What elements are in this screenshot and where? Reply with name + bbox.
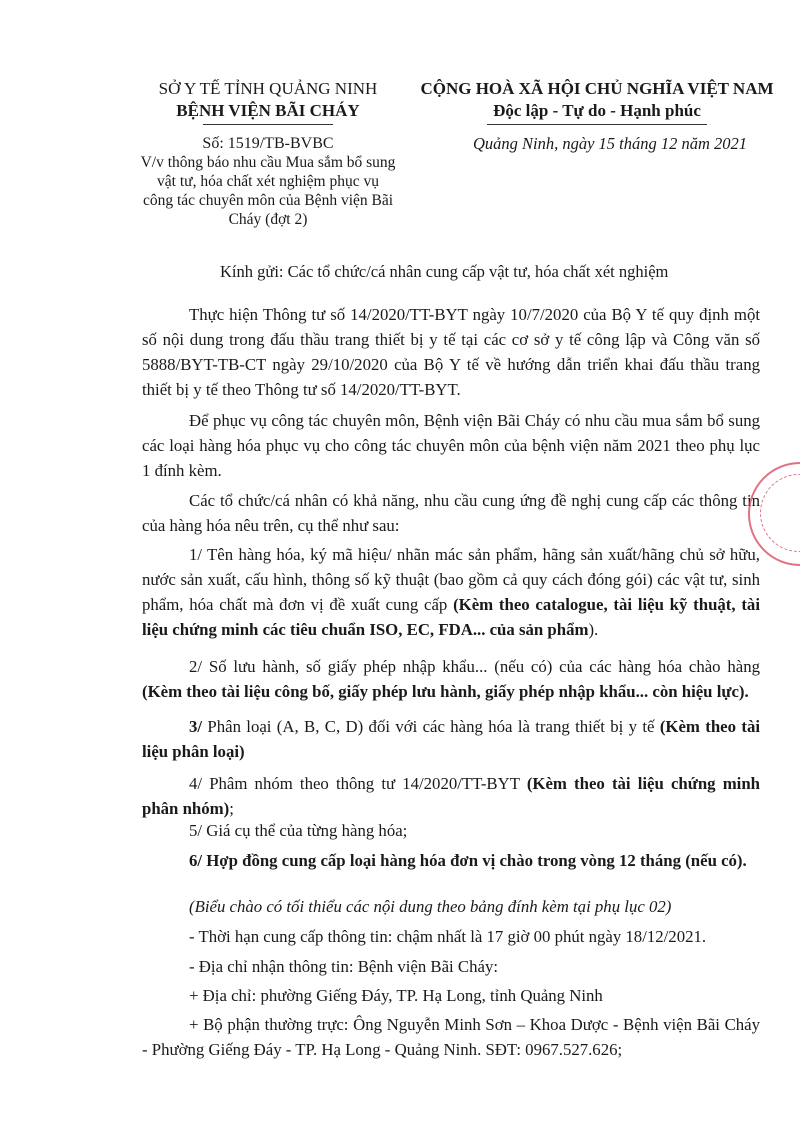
document-subject	[118, 153, 418, 229]
item-2	[142, 654, 760, 704]
address: + Địa chỉ: phường Giếng Đáy, TP. Hạ Long, tỉnh Quảng Ninh	[189, 986, 603, 1005]
item-3	[142, 714, 760, 764]
stamp-inner-ring	[760, 474, 800, 552]
document-date: Quảng Ninh, ngày 15 tháng 12 năm 2021	[472, 134, 748, 153]
greeting: Kính gửi: Các tổ chức/cá nhân cung cấp vật tư, hóa chất xét nghiệm	[220, 262, 669, 281]
issuer-block	[118, 78, 418, 125]
item-4-text: 4/ Phâm nhóm theo thông tư 14/2020/TT-BYT	[189, 774, 527, 793]
contact-desk: + Bộ phận thường trực: Ông Nguyễn Minh Sơn – Khoa Dược - Bệnh viện Bãi Cháy - Phường Giếng Đáy - TP. Hạ Long - Quảng Ninh. SĐT: 0967.527.626;	[142, 1015, 760, 1059]
item-1	[142, 542, 760, 642]
paragraph-need: Để phục vụ công tác chuyên môn, Bệnh viện Bãi Cháy có nhu cầu mua sắm bổ sung các loại hàng hóa phục vụ cho công tác chuyên môn của bệnh viện năm 2021 theo phụ lục 1 đính kèm.	[142, 411, 760, 480]
deadline: - Thời hạn cung cấp thông tin: chậm nhất là 17 giờ 00 phút ngày 18/12/2021.	[189, 927, 707, 946]
item-1-text: 1/ Tên hàng hóa, ký mã hiệu/ nhãn mác sản phẩm, hãng sản xuất/hãng chủ sở hữu, nước sản xuất, cấu hình, thông số kỹ thuật (bao gồm cả quy cách đóng gói) các vật tư, sinh phẩm, hóa chất mà đơn vị đề xuất cung cấp	[142, 545, 760, 614]
item-3-text: Phân loại (A, B, C, D) đối với các hàng hóa là trang thiết bị y tế	[202, 717, 660, 736]
item-4-end: ;	[229, 799, 234, 818]
item-1-end: ).	[588, 620, 599, 639]
item-3-number: 3/	[189, 717, 203, 736]
subject-line: công tác chuyên môn của Bệnh viện Bãi	[142, 192, 394, 209]
address-heading: - Địa chỉ nhận thông tin: Bệnh viện Bãi Cháy:	[189, 957, 499, 976]
paragraph-legal-basis: Thực hiện Thông tư số 14/2020/TT-BYT ngày 10/7/2020 của Bộ Y tế quy định một số nội dung trong đấu thầu trang thiết bị y tế tại các cơ sở y tế công lập và Công văn số 5888/BYT-TB-CT ngày 29/10/2020 của Bộ Y tế về hướng dẫn triển khai đấu thầu trang thiết bị y tế theo Thông tư số 14/2020/TT-BYT.	[142, 305, 760, 399]
item-5: 5/ Giá cụ thể của từng hàng hóa;	[189, 821, 408, 840]
hospital-name: BỆNH VIỆN BÃI CHÁY	[176, 101, 360, 120]
note-annex: (Biểu chào có tối thiểu các nội dung theo bảng đính kèm tại phụ lục 02)	[189, 897, 672, 916]
national-title: CỘNG HOÀ XÃ HỘI CHỦ NGHĨA VIỆT NAM	[420, 79, 774, 98]
item-1-bold: (Kèm theo catalogue, tài liệu kỹ thuật, tài liệu chứng minh các tiêu chuẩn ISO, EC, FDA... của sản phẩm	[142, 595, 760, 639]
item-3-bold: (Kèm theo tài liệu phân loại)	[142, 717, 760, 761]
subject-line: Cháy (đợt 2)	[228, 211, 308, 228]
item-4-bold: (Kèm theo tài liệu chứng minh phân nhóm)	[142, 774, 760, 818]
document-number: Số: 1519/TB-BVBC	[202, 135, 334, 152]
item-2-text: 2/ Số lưu hành, số giấy phép nhập khẩu... (nếu có) của các hàng hóa chào hàng	[189, 657, 760, 676]
item-2-bold: (Kèm theo tài liệu công bố, giấy phép lưu hành, giấy phép nhập khẩu... còn hiệu lực).	[142, 682, 749, 701]
item-4	[142, 771, 760, 821]
subject-line: vật tư, hóa chất xét nghiệm phục vụ	[157, 173, 379, 190]
national-motto: Độc lập - Tự do - Hạnh phúc	[493, 101, 701, 120]
item-6: 6/ Hợp đồng cung cấp loại hàng hóa đơn vị chào trong vòng 12 tháng (nếu có).	[189, 851, 747, 870]
paragraph-request: Các tổ chức/cá nhân có khả năng, nhu cầu cung ứng đề nghị cung cấp các thông tin của hàng hóa nêu trên, cụ thể như sau:	[142, 491, 760, 535]
motto-underline	[487, 124, 707, 125]
agency-name: SỞ Y TẾ TỈNH QUẢNG NINH	[158, 79, 378, 98]
issuer-underline	[203, 124, 333, 125]
national-header	[412, 78, 782, 125]
subject-line: V/v thông báo nhu cầu Mua sắm bổ sung	[140, 154, 396, 171]
